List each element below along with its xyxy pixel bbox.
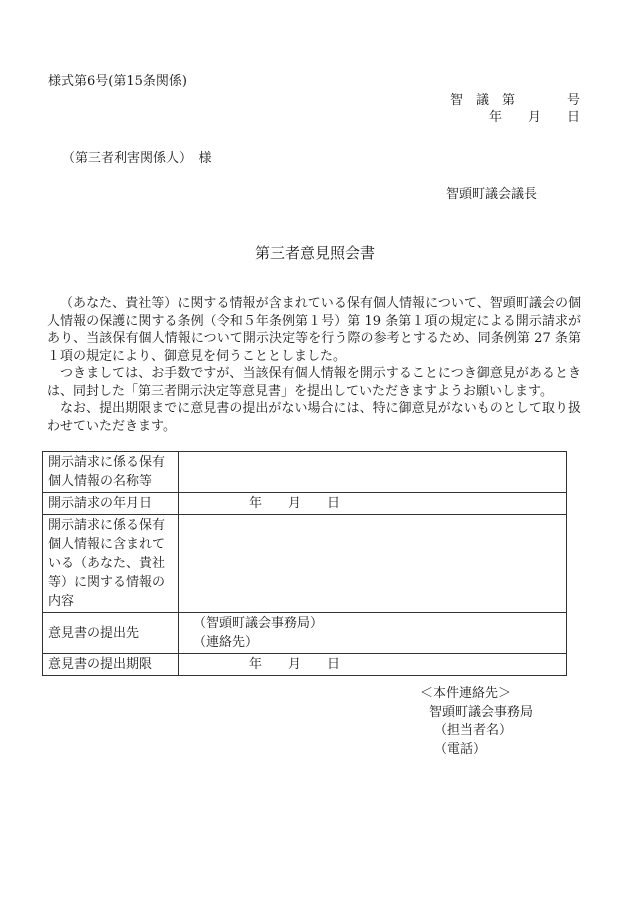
table-row-info-content [43,515,567,613]
label-line: 開示請求に係る保有 [48,518,166,533]
body-paragraph-2: つきましては、お手数ですが、当該保有個人情報を開示することにつき御意見があるときは、同封した「第三者開示決定等意見書」を提出していただきますようお願いします。 [47,366,581,399]
body-paragraph-1: （あなた、貴社等）に関する情報が含まれている保有個人情報について、智頭町議会の個人情報の保護に関する条例（令和５年条例第１号）第 19 条第１項の規定による開示請求があり、当該保有個人情報について開示決定等を行う際の参考とするため、同条例第 27 条第１項の規定により、御意見を伺うこととしました。 [47,296,581,364]
label-line: 開示請求に係る保有 [48,455,166,470]
label-line: 内容 [48,594,75,609]
body-paragraph-3: なお、提出期限までに意見書の提出がない場合には、特に御意見がないものとして取り扱わせていただきます。 [47,401,581,434]
contact-block [420,685,533,759]
table-row-request-name [43,452,567,493]
value-submit-to [179,613,567,654]
contact-office: 智頭町議会事務局 [429,704,534,720]
label-request-name [43,452,179,493]
page-title: 第三者意見照会書 [254,244,375,262]
form-number: 様式第6号(第15条関係) [48,74,187,89]
value-request-name [179,452,567,493]
table-row-submit-to [43,613,567,654]
contact-phone: （電話） [434,741,487,757]
sender: 智頭町議会議長 [446,187,538,202]
label-line: いる（あなた、貴社 [48,556,166,571]
label-line: 個人情報の名称等 [48,474,153,489]
info-table [42,451,567,676]
table-row-deadline [43,654,567,676]
value-request-date: 年 月 日 [179,493,567,515]
value-deadline: 年 月 日 [179,654,567,676]
value-info-content [179,515,567,613]
document-number: 智 議 第 号 [449,93,580,108]
document-date: 年 月 日 [488,110,580,125]
submit-to-office: （智頭町議会事務局） [193,616,324,631]
label-line: 個人情報に含まれて [48,537,166,552]
addressee: （第三者利害関係人） 様 [62,151,212,166]
body-text [47,295,581,435]
contact-heading: ＜本件連絡先＞ [420,686,512,701]
label-info-content [43,515,179,613]
label-line: 等）に関する情報の [48,575,166,590]
contact-person: （担当者名） [434,723,513,738]
table-row-request-date [43,493,567,515]
submit-to-contact: （連絡先） [193,635,259,650]
label-submit-to: 意見書の提出先 [43,613,179,654]
label-request-date: 開示請求の年月日 [43,493,179,515]
label-deadline: 意見書の提出期限 [43,654,179,676]
